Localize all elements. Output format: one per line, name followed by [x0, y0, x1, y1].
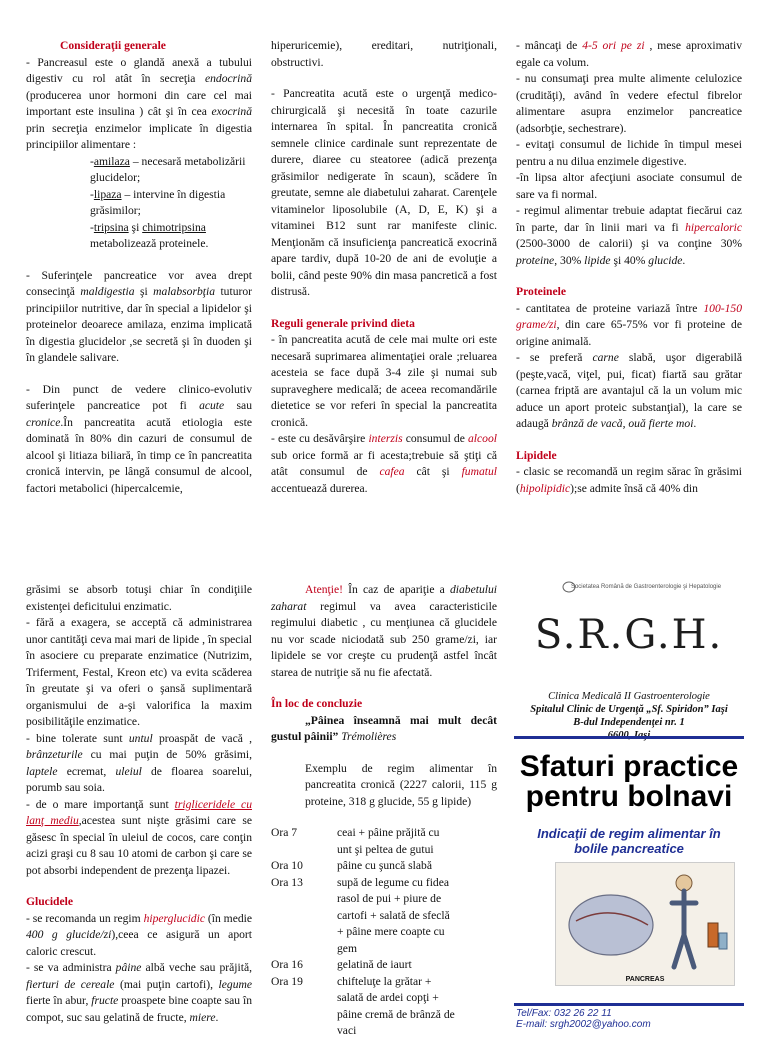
menu-food: pâine cu şuncă slabă [337, 859, 432, 872]
image-label: PANCREAS [625, 976, 665, 983]
paragraph-continuation: hiperuricemie), ereditari, nutriţionali, obstructivi. [271, 39, 497, 69]
paragraph-clinico-evolutiv: - Din punct de vedere clinico-evolutiv suferinţele pancreatice pot fi acute sau cronice.În pancreatita acută etiologia este dominată în 80% din cazuri de consumul de alcool şi litiaza biliară, în timp ce în pancreatita cronică intervin, pe lângă consumul de alcool, factori metabolici (hipercalcemie, [26, 382, 252, 495]
menu-row [271, 858, 497, 875]
heading-general: Consideraţii generale [60, 39, 166, 52]
paragraph-paine: - se va administra pâine albă veche sau prăjită, fierturi de cereale (mai puţin cartofi), legume fierte în abur, fructe proaspete bine coapte sau în compot, suc sau gelatină de fructe, miere. [26, 961, 253, 1024]
menu-time: Ora 13 [271, 875, 303, 889]
column-1 [26, 38, 252, 497]
heading-proteine: Proteinele [516, 285, 567, 298]
paragraph-grasimi-absorb: grăsimi se absorb totuşi chiar în condiţiile existenţei deficitului enzimatic. [26, 583, 252, 613]
menu-food: gelatină de iaurt [337, 958, 412, 971]
paragraph-trigliceride: - de o mare importanţă sunt trigliceridele cu lanţ mediu,acestea sunt nişte grăsimi care se găsesc în special în uleiul de cocos, care conţin acizi graşi cu 8 sau 10 atomi de carbon şi care se pot absorbi independent de prezenţa lipazei. [26, 797, 252, 877]
clinic-line-1: Clinica Medicală II Gastroenterologie [548, 691, 710, 702]
column-5 [271, 582, 497, 1040]
menu-time: Ora 7 [271, 826, 298, 839]
paragraph-hipercaloric: - regimul alimentar trebuie adaptat fiecărui caz în parte, dar în linii mari va fi hipercaloric (2500-3000 de calorii) şi va conţine 30% proteine, 30% lipide şi 40% glucide. [516, 204, 742, 267]
paragraph-lipide-enzime: - fără a exagera, se acceptă că administrarea unor cantităţi ceva mai mari de lipide , în special în asociere cu preparate enzimatice (Nutrizim, Triferment, Festal, Kreon etc) va evita scăderea în greutate şi va oferi o şansă suplimentară organismului de a-şi valorifica la maxim posibilităţile enzimatice. [26, 616, 252, 728]
subtitle: Indicaţii de regim alimentar în bolile pancreatice [537, 826, 721, 856]
column-6 [516, 578, 742, 742]
enzyme-tripsina: -tripsina şi chimotripsina metabolizează proteinele. [90, 220, 209, 250]
paragraph-carne: - se preferă carne slabă, uşor digerabilă (peşte,vacă, viţel, pui, ficat) fiartă sau grătar (carnea friptă are avantajul că la un volum mic aduce un aport proteic substanţial), la care se adaugă brânză de vacă, ouă fierte moi. [516, 351, 743, 430]
divider-bottom [514, 1003, 744, 1006]
column-4 [26, 582, 252, 1026]
enzyme-amilaza: -amilaza – necesară metabolizării glucidelor; [90, 154, 246, 184]
contact-email[interactable]: E-mail: srgh2002@yahoo.com [516, 1019, 651, 1030]
paragraph-pancreatita-acuta: - Pancreatita acută este o urgenţă medico-chirurgicală şi necesită în toate cazurile internarea în spital. În pancreatita cronică semnele clinice cardinale sunt reprezentate de durere, diaree cu steatoree (adică prezenţa grăsimilor nedigerate în scaun), scădere în greutate, semne ale diabetului zaharat. Carenţele vitaminelor liposolubile (A, D, E, K) şi a vitaminei B12 sunt rar manifeste clinic. Menţionăm că insuficienţa pancreatică exocrină apare tardiv, după 10-20 de ani de evoluţie a bolii, când peste 90% din masa pancretică a fost distrusă. [271, 87, 497, 298]
paragraph-pancreas: - Pancreasul este o glandă anexă a tubului digestiv cu rol atât în secreţia endocrină (producerea unor hormoni din care cel mai important este insulina ) cât şi în cea exocrină prin secreţia enzimelor implicate în digestia principiilor alimentare : [26, 55, 252, 151]
menu-row [271, 974, 497, 1040]
menu-food: chifteluţe la grătar + salată de ardei copţi + pâine cremă de brânză de vaci [337, 974, 455, 1037]
paragraph-mese: - mâncaţi de 4-5 ori pe zi , mese aproximativ egale ca volum. [516, 39, 742, 69]
heading-lipide: Lipidele [516, 448, 557, 462]
clinic-line-3: B-dul Independenţei nr. 1 [573, 717, 685, 728]
enzyme-lipaza: -lipaza – intervine în digestia grăsimilor; [90, 187, 226, 217]
menu-table [271, 825, 497, 1040]
logo-area [516, 578, 742, 690]
paragraph-suferinte: - Suferinţele pancreatice vor avea drept consecinţă maldigestia şi malabsorbţia tuturor principiilor nutritive, dar în special a lipidelor şi proteinelor deoarece amilaza, enzima implicată în digestia glucidelor ,se secretă şi în duoden şi în glandele salivare. [26, 268, 253, 364]
paragraph-hipolipidic: - clasic se recomandă un regim sărac în grăsimi (hipolipidic);se admite însă că 40% din [516, 465, 742, 495]
menu-food: supă de legume cu fidea rasol de pui + piure de cartofi + salată de sfeclă + pâine mere coapte cu gem [337, 875, 450, 955]
menu-time: Ora 19 [271, 974, 303, 988]
paragraph-interzis: - este cu desăvârşire interzis consumul de alcool sub orice formă ar fi acesta;trebuie să ştiţi că atât consumul de cafea cât şi fumatul accentuează durerea. [271, 432, 497, 495]
paragraph-lichide: - evitaţi consumul de lichide în timpul mesei pentru a nu dilua enzimele digestive. [516, 138, 742, 168]
title-block [516, 752, 742, 856]
title-line-1: Sfaturi practice [519, 750, 739, 783]
paragraph-suprimare: - în pancreatita acută de cele mai multe ori este necesară suprimarea alimentaţiei orale ;reluarea acesteia se face după 3-4 zile şi numai sub supraveghere medicală; de aceea recomandările dietetice se vor referi în special la pancreatita cronică. [271, 333, 497, 429]
example-intro: Exemplu de regim alimentar în pancreatita cronică (2227 calorii, 115 g proteine, 318 g glucide, 55 g lipide) [305, 761, 497, 808]
heading-diet-rules: Reguli generale privind dieta [271, 316, 415, 330]
paragraph-celulozice: - nu consumaţi prea multe alimente celulozice (crudităţi), având în vedere efectul fibrelor alimentare asupra enzimelor pancreatice (adsorbţie, sechestrare). [516, 72, 742, 135]
society-name: Societatea Română de Gastroenterologie şi Hepatologie [570, 584, 722, 590]
title-line-2: pentru bolnavi [525, 780, 733, 813]
menu-row [271, 875, 497, 958]
logo-text: S.R.G.H. [534, 612, 724, 658]
paragraph-untul: - bine tolerate sunt untul proaspăt de vacă , brânzeturile cu mai puţin de 50% grăsimi, laptele ecremat, uleiul de floarea soarelui, porumb sau soia. [26, 731, 252, 794]
contact-phone: Tel/Fax: 032 26 22 11 [516, 1008, 612, 1019]
clinic-line-2: Spitalul Clinic de Urgenţă „Sf. Spiridon” Iaşi [530, 704, 728, 715]
paragraph-cantitate-proteine: - cantitatea de proteine variază între 100-150 grame/zi, din care 65-75% vor fi proteine de origine animală. [516, 301, 742, 348]
heading-conclusion: În loc de concluzie [271, 697, 363, 710]
column-3 [516, 38, 742, 497]
pancreas-illustration-icon [556, 863, 734, 973]
quote: „Pâinea înseamnă mai mult decât gustul pâinii” Trémolières [271, 713, 497, 743]
illustration [555, 862, 735, 986]
paragraph-atentie: Atenţie! În caz de apariţie a diabetului zaharat regimul va avea caracteristicile regimului diabetic , cu menţiunea că glucidele nu vor scade niciodată sub 250 grame/zi, iar lipidele se vor creşte cu prudenţă astfel încât starea de nutriţie să nu fie afectată. [271, 583, 497, 679]
menu-food: ceai + pâine prăjită cu unt şi peltea de gutui [337, 826, 440, 856]
clinic-address [516, 690, 742, 742]
menu-time: Ora 16 [271, 958, 303, 971]
heading-glucide: Glucidele [26, 895, 74, 908]
paragraph-hiperglucidic: - se recomanda un regim hiperglucidic (în medie 400 g glucide/zi),ceea ce asigură un aport caloric crescut. [26, 911, 252, 958]
paragraph-sare: -în lipsa altor afecţiuni asociate consumul de sare va fi normal. [516, 171, 742, 201]
menu-time: Ora 10 [271, 859, 303, 872]
column-2 [271, 38, 497, 497]
menu-row [271, 825, 497, 858]
divider-top [514, 736, 744, 739]
menu-row [271, 957, 497, 974]
